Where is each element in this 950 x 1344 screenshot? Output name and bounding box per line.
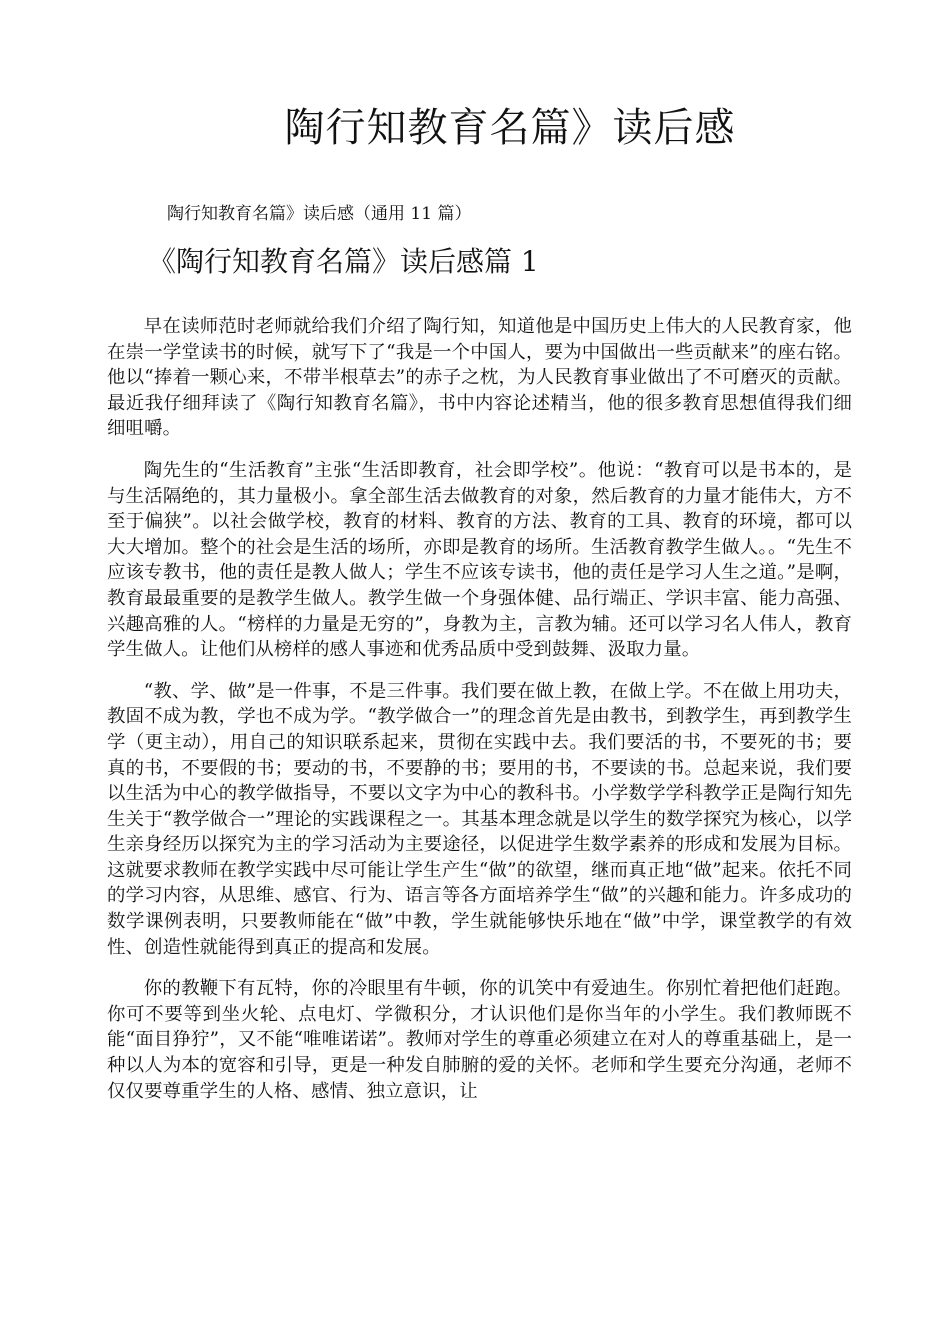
paragraph-1: 早在读师范时老师就给我们介绍了陶行知，知道他是中国历史上伟大的人民教育家，他在崇一学堂读书的时候，就写下了“我是一个中国人，要为中国做出一些贡献来”的座右铭。他以“捧着一颗心来，不带半根草去”的赤子之枕，为人民教育事业做出了不可磨灭的贡献。最近我仔细拜读了《陶行知教育名篇》，书中内容论述精当，他的很多教育思想值得我们细细咀嚼。 — [107, 316, 852, 440]
document-title: 陶行知教育名篇》读后感 — [284, 105, 736, 151]
paragraph-2: 陶先生的“生活教育”主张“生活即教育，社会即学校”。他说：“教育可以是书本的，是与生活隔绝的，其力量极小。拿全部生活去做教育的对象，然后教育的力量才能伟大，方不至于偏狭”。以社会做学校，教育的材料、教育的方法、教育的工具、教育的环境，都可以大大增加。整个的社会是生活的场所，亦即是教育的场所。生活教育教学生做人。。“先生不应该专教书，他的责任是教人做人；学生不应该专读书，他的责任是学习人生之道。”是啊，教育最最重要的是教学生做人。教学生做一个身强体健、品行端正、学识丰富、能力高强、兴趣高雅的人。“榜样的力量是无穷的”，身教为主，言教为辅。还可以学习名人伟人，教育学生做人。让他们从榜样的感人事迹和优秀品质中受到鼓舞、汲取力量。 — [107, 459, 852, 661]
paragraph-3: “教、学、做”是一件事，不是三件事。我们要在做上教，在做上学。不在做上用功夫，教固不成为教，学也不成为学。“教学做合一”的理念首先是由教书，到教学生，再到教学生学（更主动），用自己的知识联系起来，贯彻在实践中去。我们要活的书，不要死的书；要真的书，不要假的书；要动的书，不要静的书；要用的书，不要读的书。总起来说，我们要以生活为中心的教学做指导，不要以文字为中心的教科书。小学数学学科教学正是陶行知先生关于“教学做合一”理论的实践课程之一。其基本理念就是以学生的数学探究为核心，以学生亲身经历以探究为主的学习活动为主要途径，以促进学生数学素养的形成和发展为目标。这就要求教师在教学实践中尽可能让学生产生“做”的欲望，继而真正地“做”起来。依托不同的学习内容，从思维、感官、行为、语言等各方面培养学生“做”的兴趣和能力。许多成功的数学课例表明，只要教师能在“做”中教，学生就能够快乐地在“做”中学，课堂教学的有效性、创造性就能得到真正的提高和发展。 — [107, 680, 852, 958]
article-body — [107, 314, 852, 1120]
document-subtitle: 陶行知教育名篇》读后感（通用 11 篇） — [167, 204, 472, 224]
section-heading: 《陶行知教育名篇》读后感篇 1 — [148, 245, 539, 278]
paragraph-4: 你的教鞭下有瓦特，你的冷眼里有牛顿，你的讥笑中有爱迪生。你别忙着把他们赶跑。你可不要等到坐火轮、点电灯、学微积分，才认识他们是你当年的小学生。我们教师既不能“面目狰狞”，又不能“唯唯诺诺”。教师对学生的尊重必须建立在对人的尊重基础上，是一种以人为本的宽容和引导，更是一种发自肺腑的爱的关怀。老师和学生要充分沟通，老师不仅仅要尊重学生的人格、感情、独立意识，让 — [107, 978, 852, 1102]
